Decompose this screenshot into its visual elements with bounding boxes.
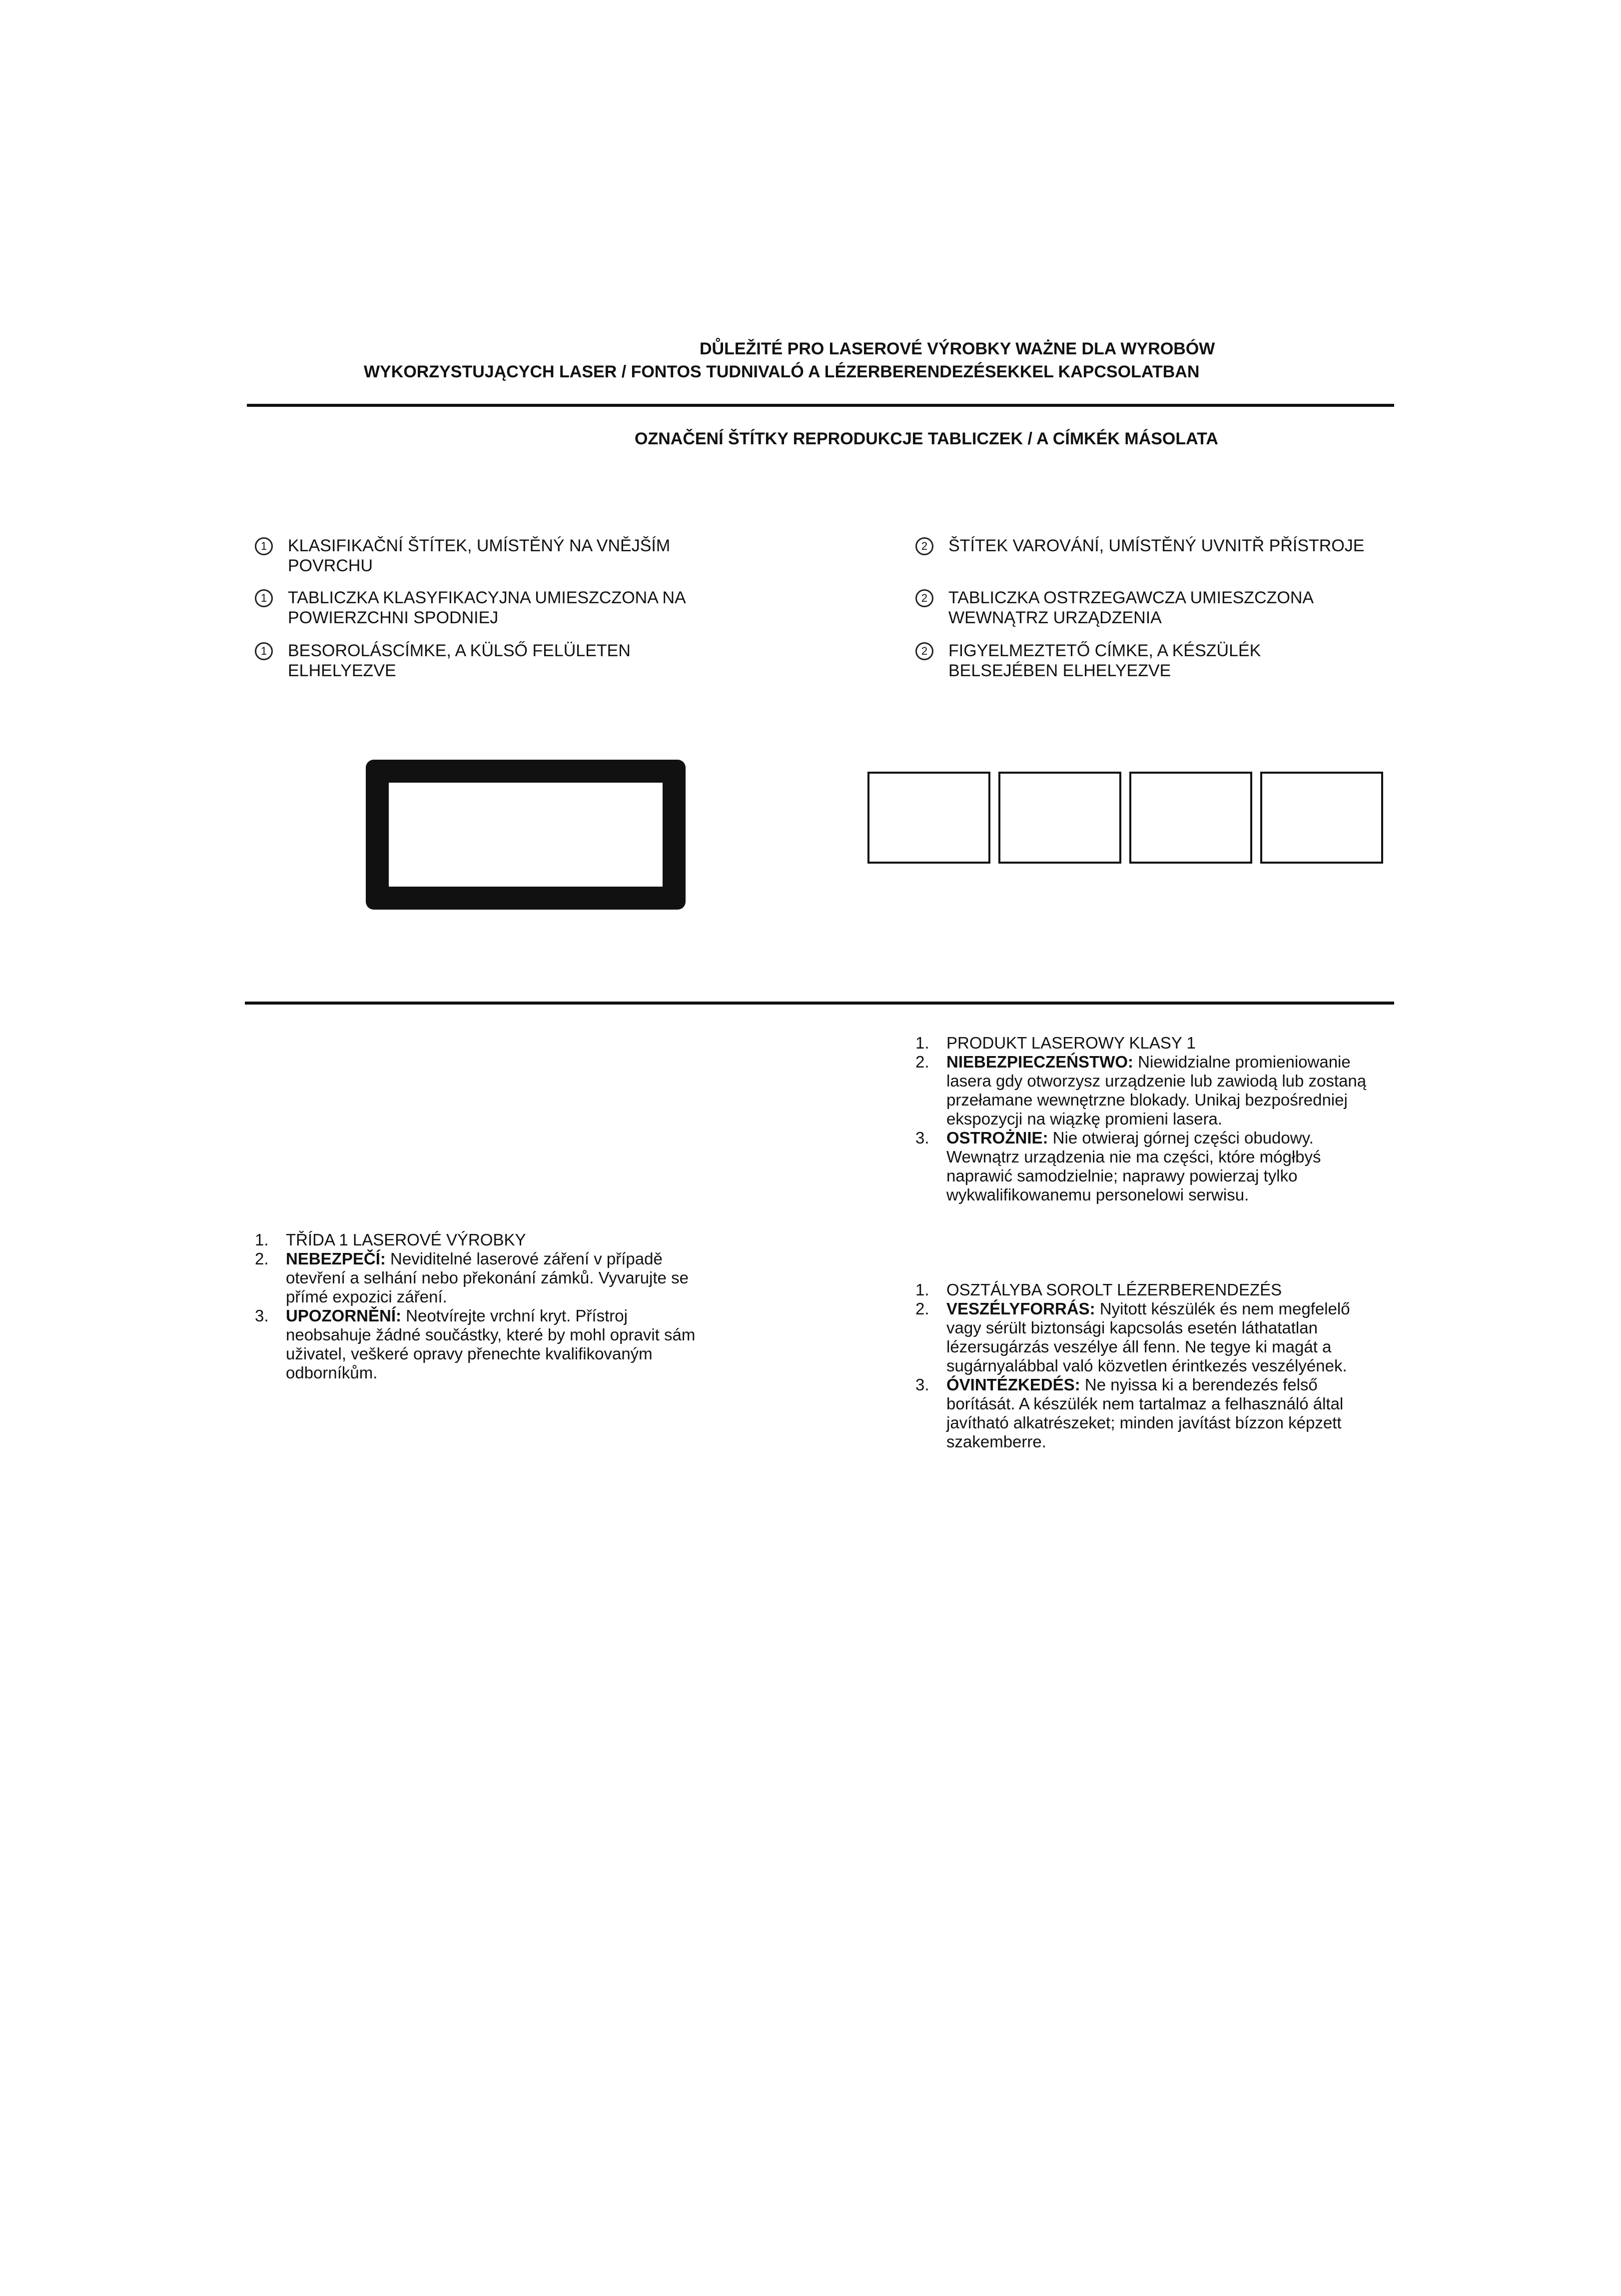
- marker-circle-2: 2: [915, 537, 933, 555]
- list-item-text: OSZTÁLYBA SOROLT LÉZERBERENDEZÉS: [946, 1280, 1282, 1299]
- list-item: [915, 1299, 1375, 1375]
- label-desc-left-hu: [255, 641, 668, 681]
- list-item-text: Ne nyissa ki a berendezés felső borítását. A készülék nem tartalmaz a felhasználó által javítható alkatrészeket; minden javítást bízzon képzett szakemberre.: [946, 1375, 1344, 1451]
- list-item: [915, 1034, 1375, 1053]
- list-number: 3.: [915, 1375, 929, 1394]
- list-item: [255, 1230, 715, 1249]
- list-item-text: TŘÍDA 1 LASEROVÉ VÝROBKY: [286, 1230, 526, 1249]
- warning-label-box-2: [998, 772, 1121, 864]
- list-item: [915, 1280, 1375, 1299]
- marker-circle-2: 2: [915, 642, 933, 660]
- list-number: 3.: [915, 1129, 929, 1147]
- list-item-text: Nie otwieraj górnej części obudowy. Wewnątrz urządzenia nie ma części, które mógłbyś naprawić samodzielnie; naprawy powierzaj tylko wykwalifikowanemu personelowi serwisu.: [946, 1129, 1321, 1204]
- list-item: [915, 1053, 1375, 1129]
- list-item: [915, 1375, 1375, 1451]
- header-line-2: WYKORZYSTUJĄCYCH LASER / FONTOS TUDNIVALÓ A LÉZERBERENDEZÉSEKKEL KAPCSOLATBAN: [364, 362, 1200, 381]
- list-item-text: Nyitott készülék és nem megfelelő vagy sérült biztonsági kapcsolás esetén láthatatlan lézersugárzás veszélye áll fenn. Ne tegye ki magát a sugárnyalábbal való közvetlen érintkezés veszélyének.: [946, 1299, 1350, 1375]
- label-desc-text: ŠTÍTEK VAROVÁNÍ, UMÍSTĚNÝ UVNITŘ PŘÍSTROJE: [948, 536, 1365, 555]
- warning-list-czech: [255, 1230, 715, 1382]
- label-desc-right-hu: [915, 641, 1338, 681]
- list-item-text: Neotvírejte vrchní kryt. Přístroj neobsahuje žádné součástky, které by mohl opravit sám uživatel, veškeré opravy přenechte kvalifikovaným odborníkům.: [286, 1306, 696, 1382]
- list-number: 1.: [915, 1280, 929, 1299]
- section-divider: [245, 1002, 1394, 1005]
- list-number: 2.: [915, 1299, 929, 1318]
- list-item-keyword: NIEBEZPIECZEŃSTWO:: [946, 1053, 1134, 1071]
- list-item-text: Neviditelné laserové záření v případě otevření a selhání nebo překonání zámků. Vyvarujte se přímé expozici záření.: [286, 1249, 689, 1306]
- list-item-keyword: OSTROŻNIE:: [946, 1129, 1048, 1147]
- header-line-1: DŮLEŽITÉ PRO LASEROVÉ VÝROBKY WAŻNE DLA WYROBÓW: [700, 339, 1215, 358]
- label-desc-text: KLASIFIKAČNÍ ŠTÍTEK, UMÍSTĚNÝ NA VNĚJŠÍM POVRCHU: [288, 536, 671, 575]
- list-item: [255, 1306, 715, 1382]
- warning-list-hungarian: [915, 1280, 1375, 1451]
- list-item: [915, 1129, 1375, 1204]
- label-desc-text: BESOROLÁSCÍMKE, A KÜLSŐ FELÜLETEN ELHELYEZVE: [288, 641, 631, 680]
- header-divider: [247, 404, 1394, 407]
- label-desc-text: FIGYELMEZTETŐ CÍMKE, A KÉSZÜLÉK BELSEJÉBEN ELHELYEZVE: [948, 641, 1261, 680]
- label-desc-right-pl: [915, 588, 1348, 628]
- section-subtitle: OZNAČENÍ ŠTÍTKY REPRODUKCJE TABLICZEK / A CÍMKÉK MÁSOLATA: [635, 429, 1218, 448]
- list-item-keyword: UPOZORNĚNÍ:: [286, 1306, 401, 1325]
- label-desc-right-cz: [915, 536, 1423, 556]
- label-desc-text: TABLICZKA KLASYFIKACYJNA UMIESZCZONA NA POWIERZCHNI SPODNIEJ: [288, 588, 685, 627]
- classification-label-area: [389, 783, 663, 887]
- warning-list-polish: [915, 1034, 1375, 1204]
- list-item-keyword: ÓVINTÉZKEDÉS:: [946, 1375, 1080, 1394]
- warning-label-box-3: [1129, 772, 1252, 864]
- marker-circle-1: 1: [255, 537, 273, 555]
- warning-label-box-4: [1260, 772, 1383, 864]
- list-item-keyword: VESZÉLYFORRÁS:: [946, 1299, 1095, 1318]
- list-number: 2.: [915, 1053, 929, 1071]
- list-item-keyword: NEBEZPEČÍ:: [286, 1249, 386, 1268]
- warning-label-box-1: [867, 772, 990, 864]
- marker-circle-2: 2: [915, 589, 933, 607]
- list-item: [255, 1249, 715, 1306]
- list-item-text: PRODUKT LASEROWY KLASY 1: [946, 1034, 1196, 1052]
- list-item-text: Niewidzialne promieniowanie lasera gdy otworzysz urządzenie lub zawiodą lub zostaną przełamane wewnętrzne blokady. Unikaj bezpośredniej ekspozycji na wiązkę promieni lasera.: [946, 1053, 1367, 1128]
- marker-circle-1: 1: [255, 642, 273, 660]
- list-number: 1.: [255, 1230, 269, 1249]
- label-desc-left-pl: [255, 588, 738, 628]
- label-desc-left-cz: [255, 536, 698, 576]
- list-number: 1.: [915, 1034, 929, 1052]
- list-number: 2.: [255, 1249, 269, 1268]
- label-desc-text: TABLICZKA OSTRZEGAWCZA UMIESZCZONA WEWNĄTRZ URZĄDZENIA: [948, 588, 1313, 627]
- marker-circle-1: 1: [255, 589, 273, 607]
- list-number: 3.: [255, 1306, 269, 1325]
